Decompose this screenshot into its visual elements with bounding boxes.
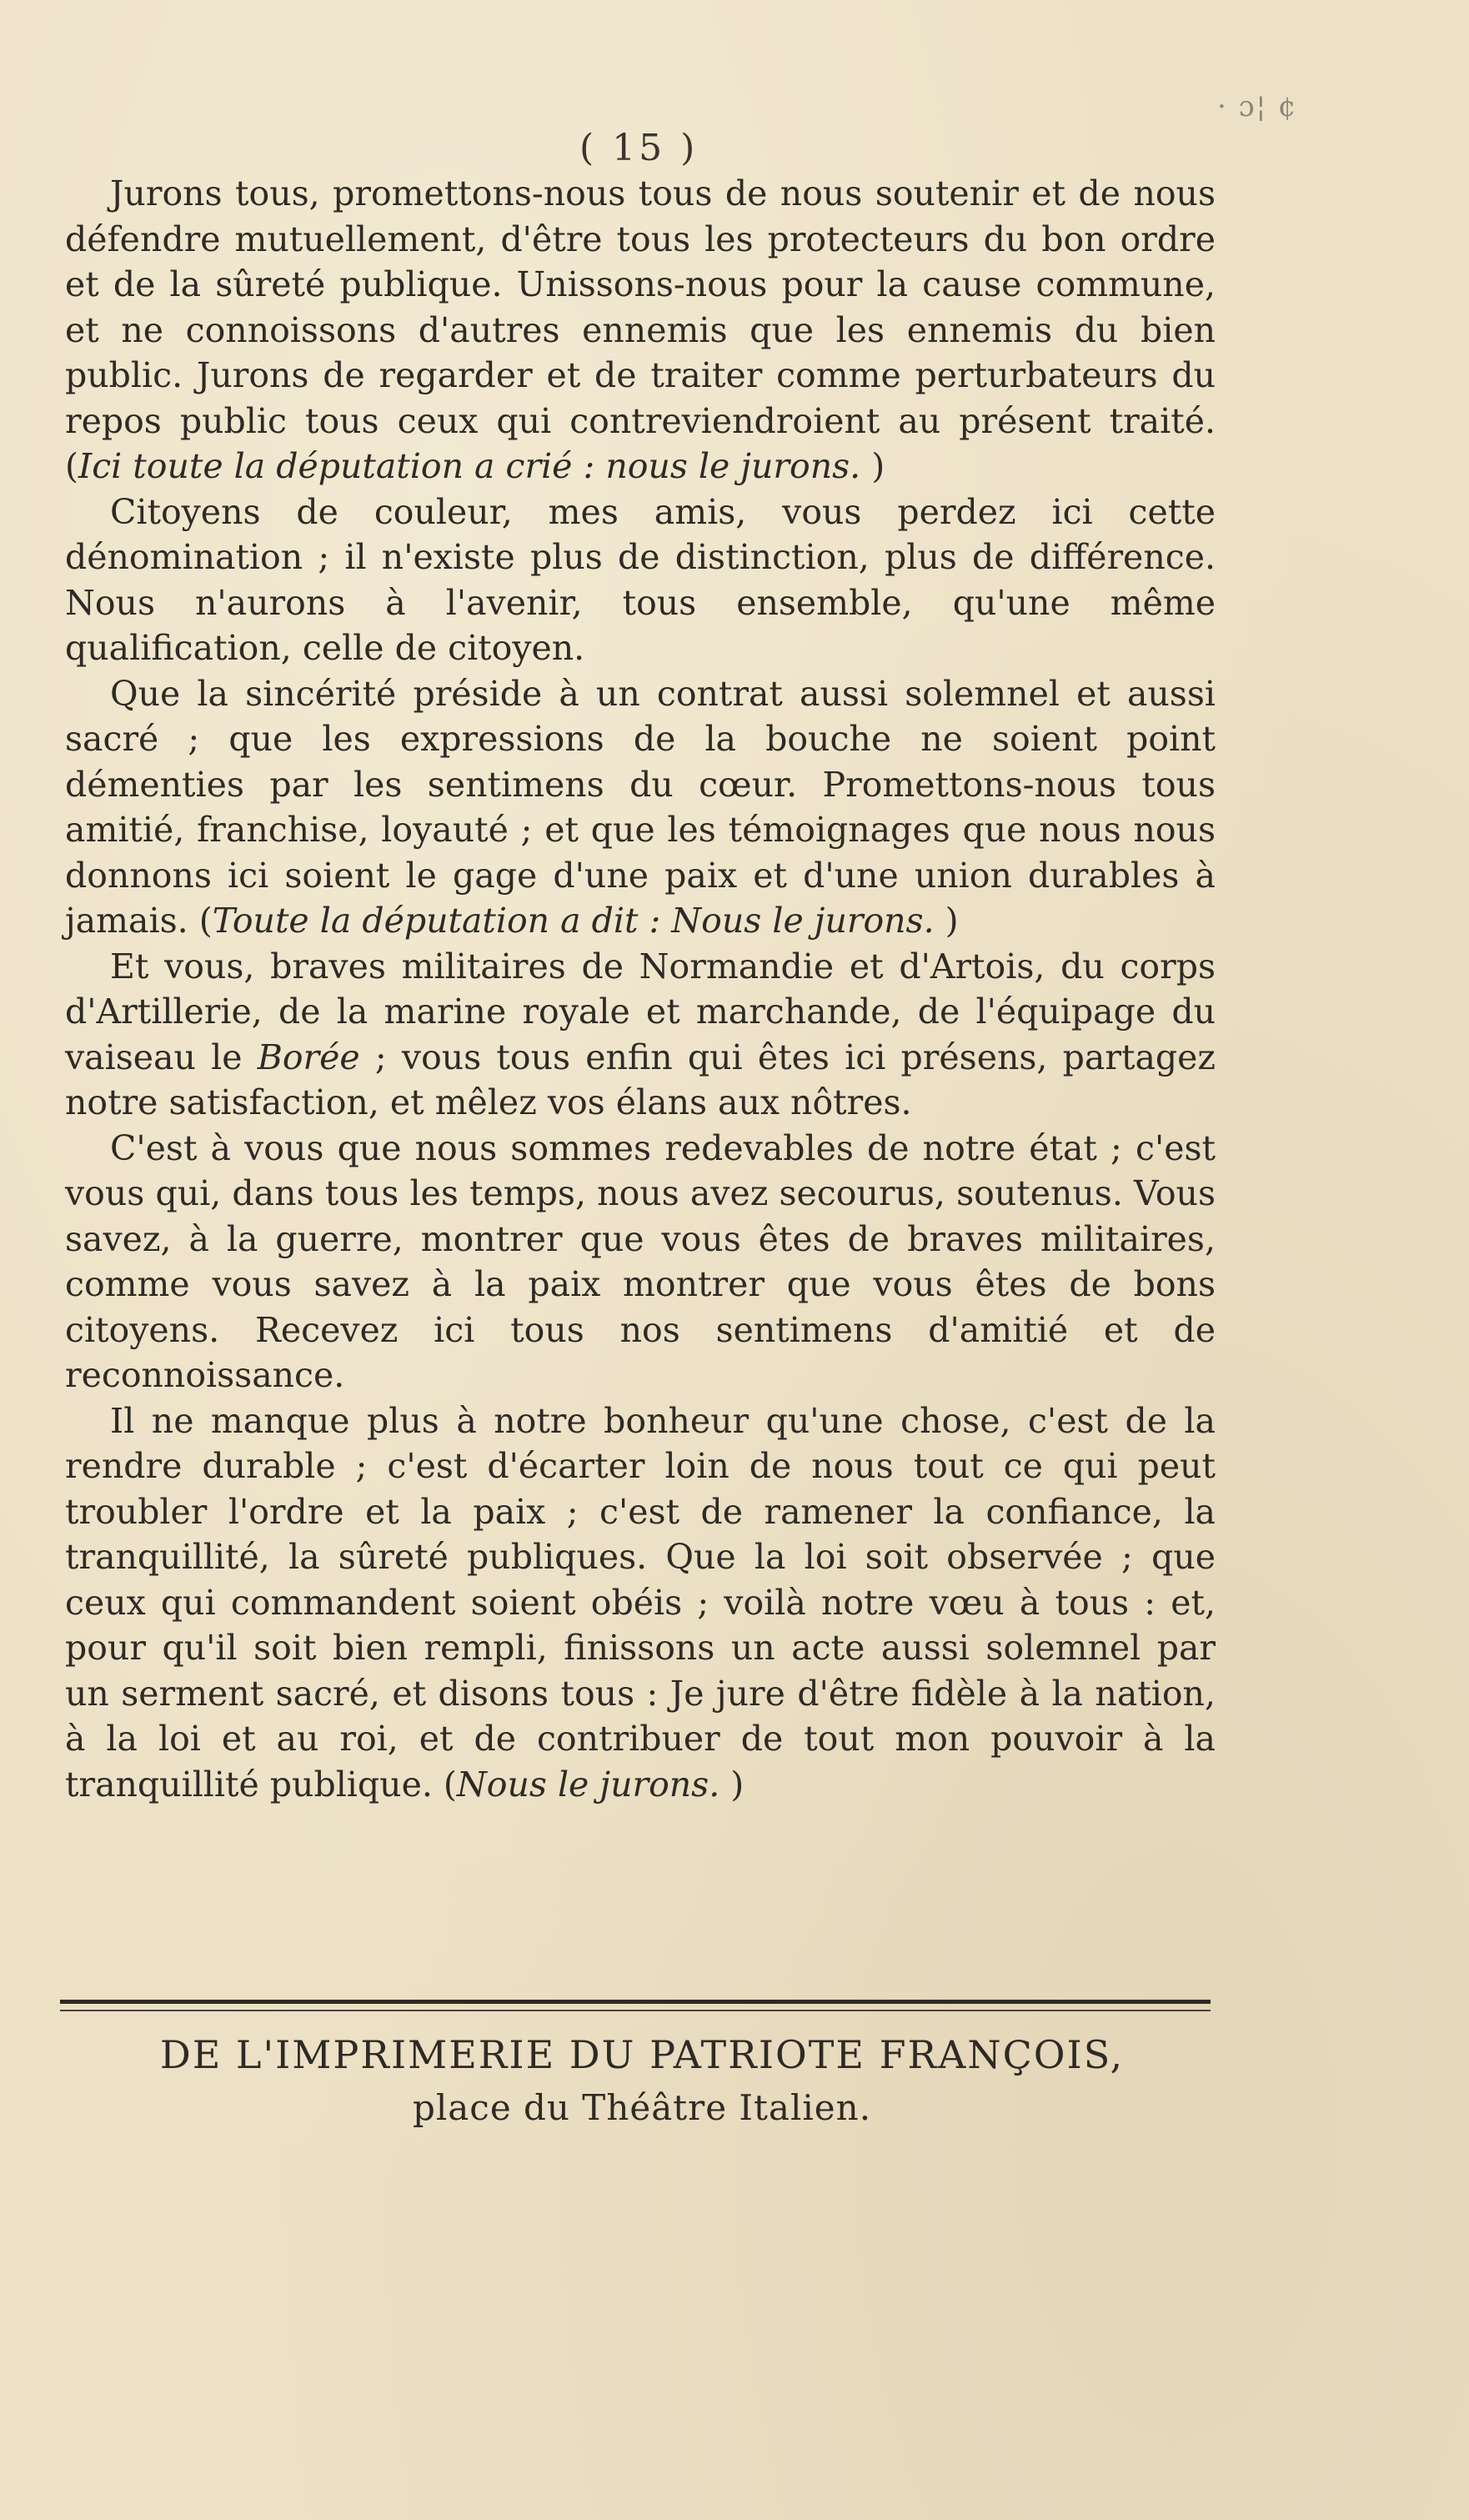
body-text (65, 171, 1216, 1807)
paragraph-italic: Toute la députation a dit : Nous le jurons. (212, 901, 935, 941)
paragraph-sincerite (65, 671, 1216, 944)
page-number: ( 15 ) (579, 127, 699, 169)
paragraph-text: Que la sincérité préside à un contrat aussi solemnel et aussi sacré ; que les expressions de la bouche ne soient point démenties par les sentimens du cœur. Promettons-nous tous amitié, franchise, loyauté ; et que les témoignages que nous nous donnons ici soient le gage d'une paix et d'une union durables à jamais. ( (65, 673, 1216, 941)
printer-imprint (50, 2028, 1234, 2135)
paragraph-italic: Ici toute la députation a crié : nous le jurons. (78, 446, 861, 486)
paragraph-text-end: ) (860, 446, 885, 486)
paragraph-italic: Borée (257, 1037, 360, 1077)
paragraph-citoyens (65, 489, 1216, 671)
marginal-annotation: · ɔ¦ ¢ (1217, 90, 1298, 123)
footer-rules (60, 2000, 1211, 2011)
paragraph-text-end: ) (934, 901, 959, 941)
paragraph-text-end: ) (719, 1764, 745, 1805)
paragraph-text-end: ; vous tous enfin qui êtes ici présens, partagez notre satisfaction, et mêlez vos élans aux nôtres. (65, 1037, 1216, 1122)
thick-rule-divider (60, 2000, 1211, 2004)
paragraph-militaires (65, 944, 1216, 1126)
paragraph-text: Il ne manque plus à notre bonheur qu'une chose, c'est de la rendre durable ; c'est d'écarter loin de nous tout ce qui peut troubler l'ordre et la paix ; c'est de ramener la confiance, la tranquillité, la sûreté publiques. Que la loi soit observée ; que ceux qui commandent soient obéis ; voilà notre vœu à tous : et, pour qu'il soit bien rempli, finissons un acte aussi solemnel par un serment sacré, et disons tous : Je jure d'être fidèle à la nation, à la loi et au roi, et de contribuer de tout mon pouvoir à la tranquillité publique. ( (65, 1400, 1216, 1805)
paragraph-text: Citoyens de couleur, mes amis, vous perdez ici cette dénomination ; il n'existe plus de distinction, plus de différence. Nous n'aurons à l'avenir, tous ensemble, qu'une même qualification, celle de citoyen. (65, 491, 1216, 668)
paragraph-oath (65, 171, 1216, 489)
paragraph-text: Et vous, braves militaires de Normandie et d'Artois, du corps d'Artillerie, de la marine royale et marchande, de l'équipage du vaiseau le (65, 946, 1216, 1077)
paragraph-text: Jurons tous, promettons-nous tous de nous soutenir et de nous défendre mutuellement, d'être tous les protecteurs du bon ordre et de la sûreté publique. Unissons-nous pour la cause commune, et ne connoissons d'autres ennemis que les ennemis du bien public. Jurons de regarder et de traiter comme perturbateurs du repos public tous ceux qui contreviendroient au présent traité. ( (65, 173, 1216, 486)
thin-rule-divider (60, 2010, 1211, 2011)
imprint-address: place du Théâtre Italien. (412, 2087, 872, 2128)
paragraph-text: C'est à vous que nous sommes redevables de notre état ; c'est vous qui, dans tous les temps, nous avez secourus, soutenus. Vous savez, à la guerre, montrer que vous êtes de braves militaires, comme vous savez à la paix montrer que vous êtes de bons citoyens. Recevez ici tous nos sentimens d'amitié et de reconnoissance. (65, 1127, 1216, 1395)
imprint-printer-name: DE L'IMPRIMERIE DU PATRIOTE FRANÇOIS, (159, 2032, 1125, 2077)
paragraph-serment (65, 1398, 1216, 1808)
paragraph-redevables (65, 1126, 1216, 1398)
paragraph-italic: Nous le jurons. (456, 1764, 720, 1805)
